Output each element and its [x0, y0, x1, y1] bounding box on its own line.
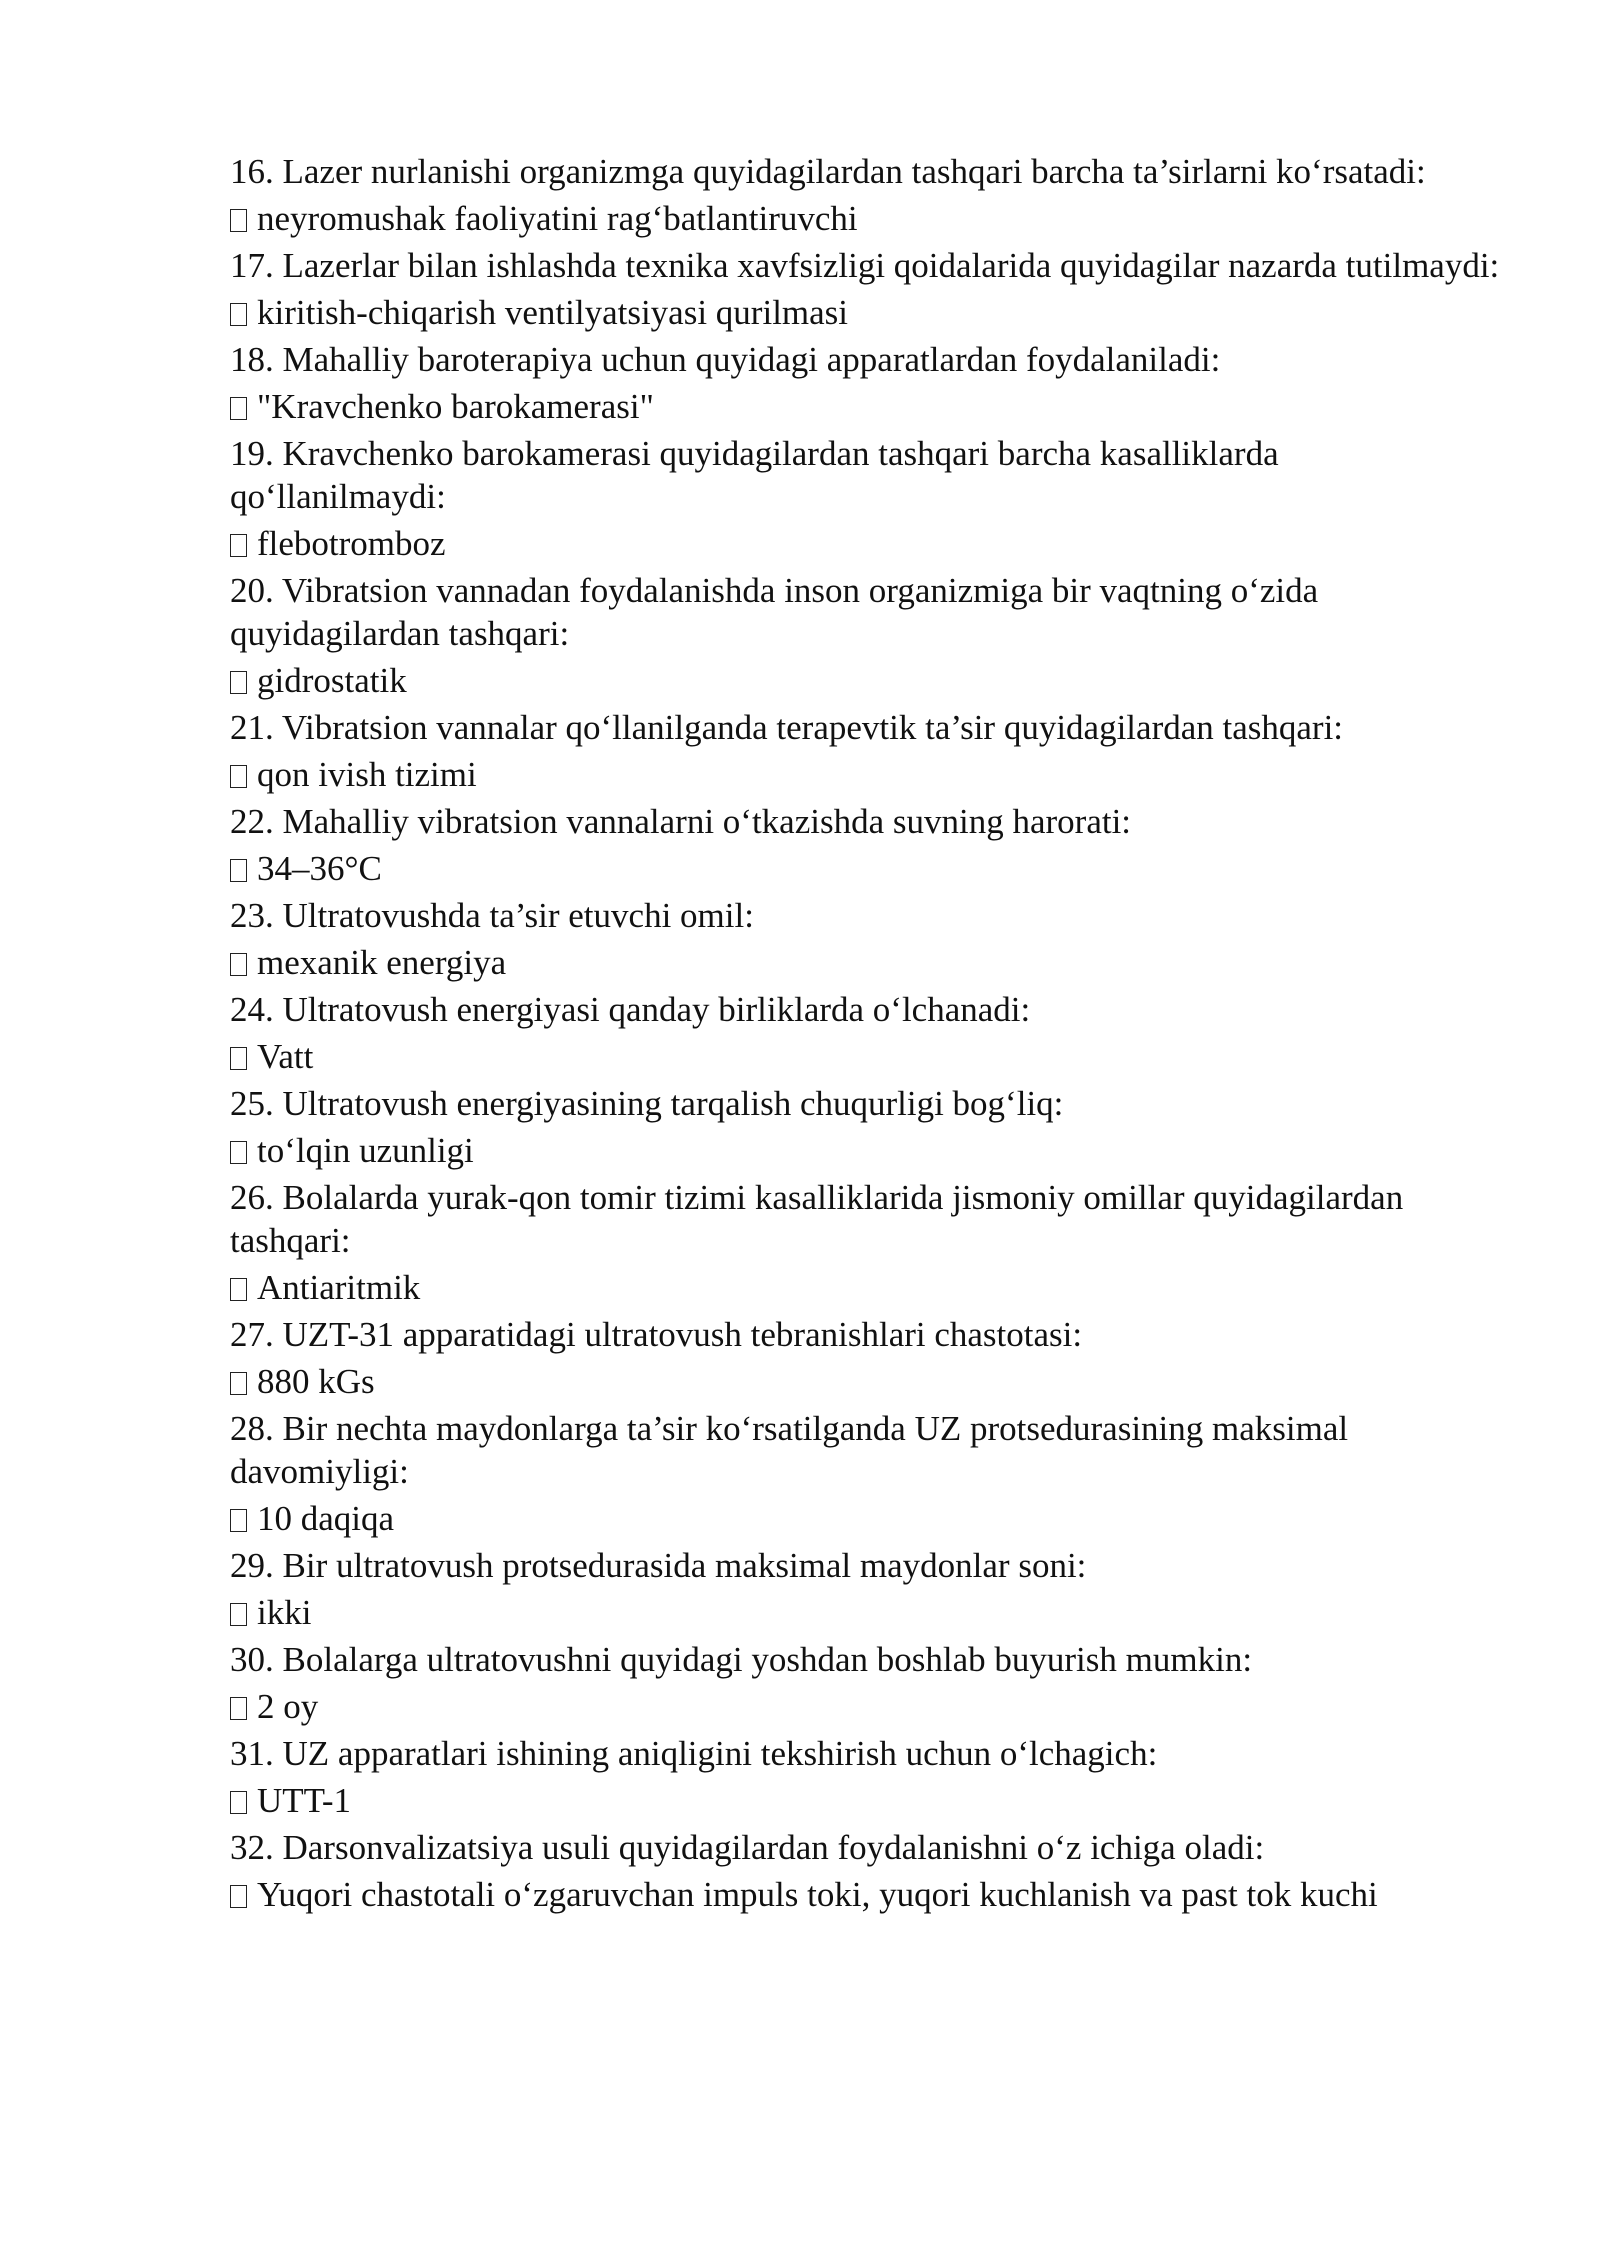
- answer-checkbox-icon: [230, 859, 247, 882]
- answer-checkbox-icon: [230, 1278, 247, 1301]
- answer-text: 2 oy: [257, 1687, 319, 1726]
- question-item-28: [230, 1407, 1500, 1540]
- answer-row: [230, 1035, 1500, 1078]
- answer-row: [230, 522, 1500, 565]
- answer-checkbox-icon: [230, 209, 247, 232]
- question-item-31: [230, 1732, 1500, 1822]
- answer-checkbox-icon: [230, 534, 247, 557]
- answer-checkbox-icon: [230, 1885, 247, 1908]
- answer-text: ikki: [257, 1593, 312, 1632]
- answer-row: [230, 385, 1500, 428]
- question-item-25: [230, 1082, 1500, 1172]
- answer-checkbox-icon: [230, 765, 247, 788]
- answer-row: [230, 1129, 1500, 1172]
- answer-checkbox-icon: [230, 1697, 247, 1720]
- answer-text: mexanik energiya: [257, 943, 507, 982]
- answer-row: [230, 1873, 1500, 1916]
- question-list: [230, 150, 1500, 1920]
- question-text: 26. Bolalarda yurak-qon tomir tizimi kasalliklarida jismoniy omillar quyidagilardan tashqari:: [230, 1178, 1404, 1260]
- question-item-20: [230, 569, 1500, 702]
- answer-checkbox-icon: [230, 397, 247, 420]
- answer-row: [230, 197, 1500, 240]
- answer-checkbox-icon: [230, 671, 247, 694]
- answer-text: gidrostatik: [257, 661, 407, 700]
- question-item-30: [230, 1638, 1500, 1728]
- answer-row: [230, 847, 1500, 890]
- answer-row: [230, 1497, 1500, 1540]
- answer-text: kiritish-chiqarish ventilyatsiyasi qurilmasi: [257, 293, 849, 332]
- question-item-32: [230, 1826, 1500, 1916]
- answer-row: [230, 659, 1500, 702]
- answer-row: [230, 1360, 1500, 1403]
- question-text: 27. UZT-31 apparatidagi ultratovush tebranishlari chastotasi:: [230, 1315, 1083, 1354]
- question-text: 25. Ultratovush energiyasining tarqalish chuqurligi bog‘liq:: [230, 1084, 1064, 1123]
- question-text: 21. Vibratsion vannalar qo‘llanilganda terapevtik ta’sir quyidagilardan tashqari:: [230, 708, 1344, 747]
- answer-row: [230, 941, 1500, 984]
- answer-checkbox-icon: [230, 1141, 247, 1164]
- answer-row: [230, 1266, 1500, 1309]
- answer-text: Vatt: [257, 1037, 314, 1076]
- answer-checkbox-icon: [230, 953, 247, 976]
- question-text: 31. UZ apparatlari ishining aniqligini tekshirish uchun o‘lchagich:: [230, 1734, 1158, 1773]
- question-text: 24. Ultratovush energiyasi qanday birliklarda o‘lchanadi:: [230, 990, 1031, 1029]
- answer-text: UTT-1: [257, 1781, 351, 1820]
- question-text: 23. Ultratovushda ta’sir etuvchi omil:: [230, 896, 754, 935]
- answer-text: "Kravchenko barokamerasi": [257, 387, 654, 426]
- question-text: 20. Vibratsion vannadan foydalanishda inson organizmiga bir vaqtning o‘zida quyidagilardan tashqari:: [230, 571, 1319, 653]
- answer-row: [230, 291, 1500, 334]
- answer-text: 10 daqiqa: [257, 1499, 395, 1538]
- answer-text: Antiaritmik: [257, 1268, 421, 1307]
- answer-row: [230, 753, 1500, 796]
- answer-text: Yuqori chastotali o‘zgaruvchan impuls toki, yuqori kuchlanish va past tok kuchi: [257, 1875, 1378, 1914]
- question-text: 19. Kravchenko barokamerasi quyidagilardan tashqari barcha kasalliklarda qo‘llanilmaydi:: [230, 434, 1279, 516]
- question-text: 30. Bolalarga ultratovushni quyidagi yoshdan boshlab buyurish mumkin:: [230, 1640, 1253, 1679]
- answer-checkbox-icon: [230, 1047, 247, 1070]
- question-item-24: [230, 988, 1500, 1078]
- question-text: 18. Mahalliy baroterapiya uchun quyidagi apparatlardan foydalaniladi:: [230, 340, 1221, 379]
- question-item-22: [230, 800, 1500, 890]
- answer-row: [230, 1591, 1500, 1634]
- question-item-16: [230, 150, 1500, 240]
- answer-checkbox-icon: [230, 1509, 247, 1532]
- question-text: 16. Lazer nurlanishi organizmga quyidagilardan tashqari barcha ta’sirlarni ko‘rsatadi:: [230, 152, 1426, 191]
- answer-checkbox-icon: [230, 1791, 247, 1814]
- answer-text: 880 kGs: [257, 1362, 375, 1401]
- answer-text: flebotromboz: [257, 524, 446, 563]
- question-item-19: [230, 432, 1500, 565]
- question-item-21: [230, 706, 1500, 796]
- answer-text: neyromushak faoliyatini rag‘batlantiruvchi: [257, 199, 858, 238]
- question-item-23: [230, 894, 1500, 984]
- question-item-27: [230, 1313, 1500, 1403]
- answer-text: to‘lqin uzunligi: [257, 1131, 474, 1170]
- answer-checkbox-icon: [230, 1372, 247, 1395]
- answer-checkbox-icon: [230, 1603, 247, 1626]
- question-item-26: [230, 1176, 1500, 1309]
- question-text: 17. Lazerlar bilan ishlashda texnika xavfsizligi qoidalarida quyidagilar nazarda tutilmaydi:: [230, 246, 1500, 285]
- question-item-18: [230, 338, 1500, 428]
- question-text: 28. Bir nechta maydonlarga ta’sir ko‘rsatilganda UZ protsedurasining maksimal davomiyligi:: [230, 1409, 1349, 1491]
- answer-checkbox-icon: [230, 303, 247, 326]
- question-text: 29. Bir ultratovush protsedurasida maksimal maydonlar soni:: [230, 1546, 1087, 1585]
- question-item-29: [230, 1544, 1500, 1634]
- answer-text: qon ivish tizimi: [257, 755, 477, 794]
- question-item-17: [230, 244, 1500, 334]
- answer-row: [230, 1685, 1500, 1728]
- answer-text: 34–36°C: [257, 849, 382, 888]
- question-text: 22. Mahalliy vibratsion vannalarni o‘tkazishda suvning harorati:: [230, 802, 1132, 841]
- answer-row: [230, 1779, 1500, 1822]
- question-text: 32. Darsonvalizatsiya usuli quyidagilardan foydalanishni o‘z ichiga oladi:: [230, 1828, 1265, 1867]
